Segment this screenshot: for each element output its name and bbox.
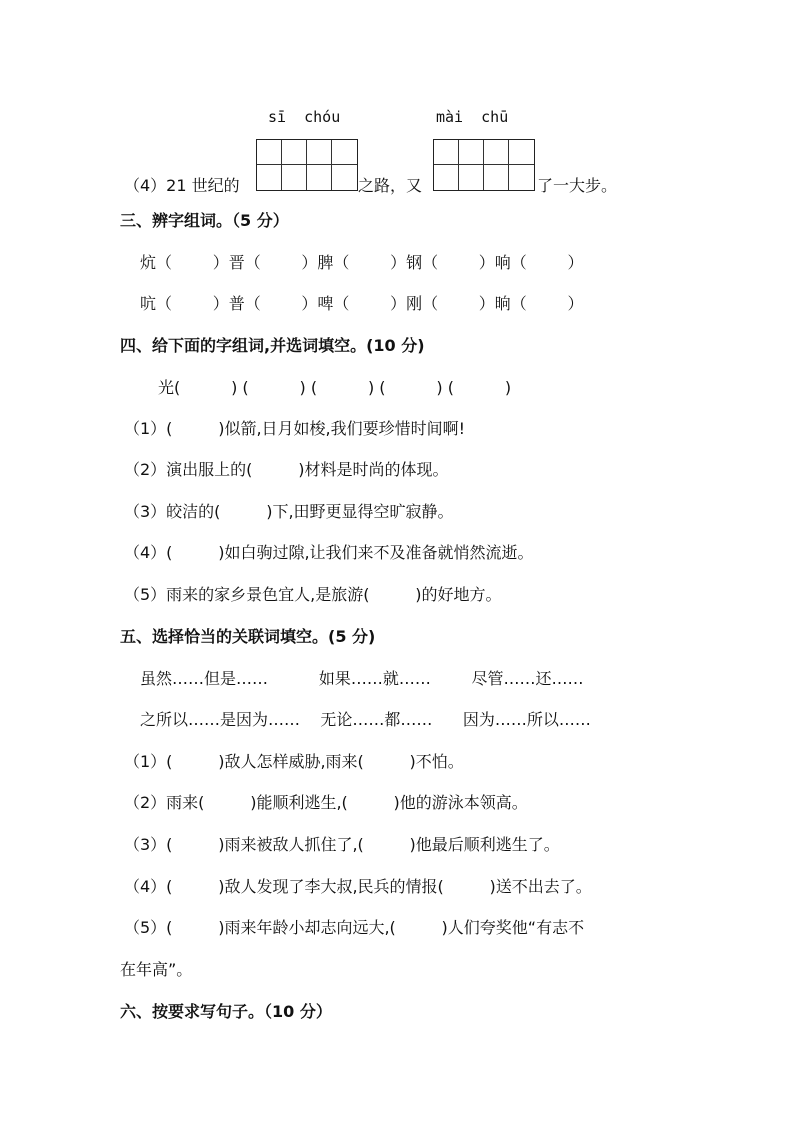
section4-item-2: （2）演出服上的( )材料是时尚的体现。: [124, 460, 449, 479]
writing-grid-left[interactable]: [256, 139, 358, 191]
section5-item-5-continued: 在年高”。: [120, 960, 193, 979]
pinyin-si-chou: sī chóu: [268, 108, 341, 126]
section4-word-row: 光( ) ( ) ( ) ( ) ( ): [158, 378, 512, 397]
q4-suffix: 了一大步。: [537, 176, 618, 195]
section3-heading: 三、辨字组词。（5 分）: [120, 211, 289, 230]
section5-options-row2: 之所以……是因为…… 无论……都…… 因为……所以……: [140, 710, 591, 729]
section5-heading: 五、选择恰当的关联词填空。(5 分): [120, 627, 376, 646]
q4-prefix: （4）21 世纪的: [124, 176, 240, 195]
section3-row1: 炕（ ）晋（ ）脾（ ）钢（ ）响（ ）: [140, 253, 584, 272]
section5-item-3: （3）( )雨来被敌人抓住了,( )他最后顺利逃生了。: [124, 835, 560, 854]
section4-item-3: （3）皎洁的( )下,田野更显得空旷寂静。: [124, 502, 454, 521]
section5-item-1: （1）( )敌人怎样威胁,雨来( )不怕。: [124, 752, 464, 771]
section6-heading: 六、按要求写句子。（10 分）: [120, 1002, 332, 1021]
section4-item-4: （4）( )如白驹过隙,让我们来不及准备就悄然流逝。: [124, 543, 534, 562]
pinyin-mai-chu: mài chū: [436, 108, 509, 126]
section5-item-2: （2）雨来( )能顺利逃生,( )他的游泳本领高。: [124, 793, 528, 812]
section5-item-4: （4）( )敌人发现了李大叔,民兵的情报( )送不出去了。: [124, 877, 592, 896]
section5-options-row1: 虽然……但是…… 如果……就…… 尽管……还……: [140, 669, 584, 688]
section4-item-1: （1）( )似箭,日月如梭,我们要珍惜时间啊!: [124, 419, 466, 438]
q4-middle: 之路，又: [358, 176, 423, 195]
section3-row2: 吭（ ）普（ ）啤（ ）刚（ ）晌（ ）: [140, 294, 584, 313]
section4-heading: 四、给下面的字组词,并选词填空。(10 分): [120, 336, 425, 355]
section4-item-5: （5）雨来的家乡景色宜人,是旅游( )的好地方。: [124, 585, 502, 604]
writing-grid-right[interactable]: [433, 139, 535, 191]
section5-item-5: （5）( )雨来年龄小却志向远大,( )人们夸奖他“有志不: [124, 918, 585, 937]
